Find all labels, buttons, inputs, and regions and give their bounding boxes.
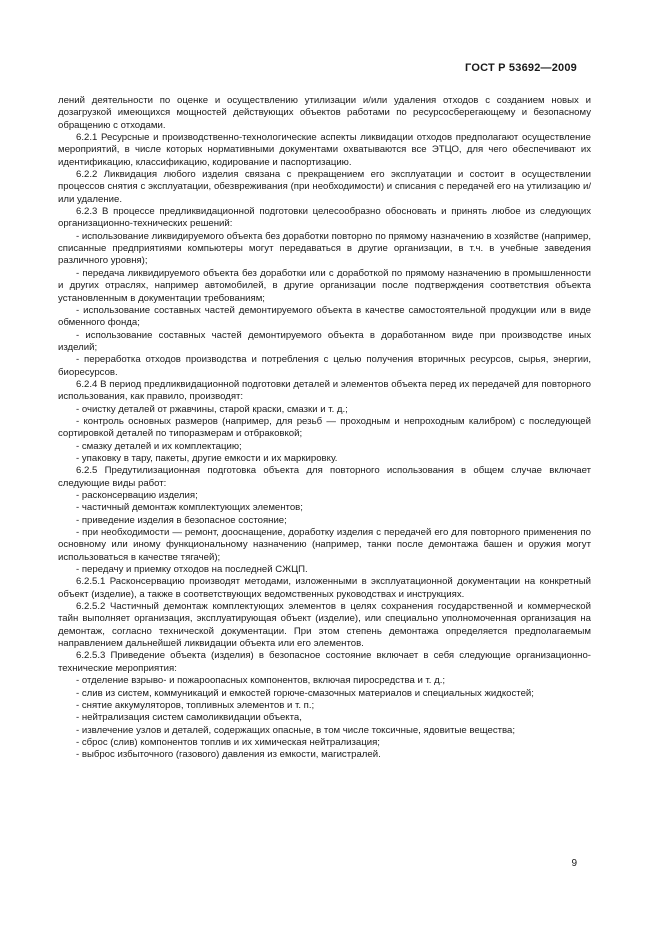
list-item: - приведение изделия в безопасное состояние; — [76, 514, 287, 526]
clause-6-2-5-2: 6.2.5.2 Частичный демонтаж комплектующих элементов в целях сохранения государственной и коммерческой тайн выполняет организация, эксплуатирующая объект (изделие), или специально уполномоченная организация на демонтаж, согласно технической документации. При этом степень демонтажа определяется предполагаемым направлением дальнейшей ликвидации объекта или его элементов. — [58, 601, 591, 650]
clause-6-2-5-1: 6.2.5.1 Расконсервацию производят методами, изложенными в эксплуатационной документации на конкретный объект (изделие), а также в соответствующих ведомственных руководствах и инструкциях. — [58, 576, 591, 600]
list-item: - использование составных частей демонтируемого объекта в качестве самостоятельной продукции или в виде обменного фонда; — [58, 304, 591, 329]
list-item: - извлечение узлов и деталей, содержащих опасные, в том числе токсичные, ядовитые вещества; — [76, 724, 516, 736]
page-number: 9 — [571, 858, 577, 869]
clause-6-2-1: 6.2.1 Ресурсные и производственно-технологические аспекты ликвидации отходов предполагают осуществление мероприятий, в числе которых нормативными документами охватываются все ЭТЦО, для чего обеспечивают их идентификацию, классификацию, кодирование и паспортизацию. — [58, 132, 591, 168]
list-item: - смазку деталей и их комплектацию; — [76, 440, 242, 452]
list-item: - упаковку в тару, пакеты, другие емкости и их маркировку. — [76, 452, 338, 464]
clause-6-2-2: 6.2.2 Ликвидация любого изделия связана с прекращением его эксплуатации и состоит в осуществлении процессов снятия с эксплуатации, обезвреживания (при необходимости) и списания с передачей его на утилизацию и/или удаление. — [58, 169, 591, 205]
list-item: - очистку деталей от ржавчины, старой краски, смазки и т. д.; — [76, 403, 348, 415]
list-item: - сброс (слив) компонентов топлив и их химическая нейтрализация; — [76, 736, 380, 748]
document-body — [58, 95, 591, 762]
list-item: - частичный демонтаж комплектующих элементов; — [76, 502, 303, 514]
list-item: - переработка отходов производства и потребления с целью получения вторичных ресурсов, сырья, энергии, биоресурсов. — [58, 354, 591, 378]
list-item: - отделение взрыво- и пожароопасных компонентов, включая пиросредства и т. д.; — [76, 675, 446, 687]
clause-6-2-3: 6.2.3 В процессе предликвидационной подготовки целесообразно обосновать и принять любое из следующих организационно-технических решений: — [58, 206, 591, 230]
list-item: - передачу и приемку отходов на последней СЖЦП. — [76, 564, 308, 576]
list-item: - выброс избыточного (газового) давления из емкости, магистралей. — [76, 749, 381, 761]
list-item: - использование составных частей демонтируемого объекта в доработанном виде при производстве иных изделий; — [58, 329, 591, 353]
list-item: - использование ликвидируемого объекта без доработки повторно по прямому назначению в хозяйстве (например, списанные предприятиями компьютеры могут передаваться в другие организации, в т.ч. в учебные заведения различного уровня); — [58, 230, 591, 267]
list-item: - при необходимости — ремонт, дооснащение, доработку изделия с передачей его для повторного применения по основному или иному функциональному назначению (например, танки после демонтажа башен и оружия могут использоваться в качестве тягачей); — [58, 527, 591, 563]
paragraph: лений деятельности по оценке и осуществлению утилизации и/или удаления отходов с созданием новых и дозагрузкой имеющихся мощностей действующих объектов работами по ресурсосберегающему и безопасному обращению с отходами. — [58, 95, 591, 131]
clause-6-2-5: 6.2.5 Предутилизационная подготовка объекта для повторного использования в общем случае включает следующие виды работ: — [58, 465, 591, 489]
list-item: - нейтрализация систем самоликвидации объекта, — [76, 712, 302, 724]
document-header: ГОСТ Р 53692—2009 — [465, 62, 577, 74]
list-item: - слив из систем, коммуникаций и емкостей горюче-смазочных материалов и специальных жидкостей; — [76, 687, 534, 699]
list-item: - расконсервацию изделия; — [76, 490, 198, 501]
list-item: - снятие аккумуляторов, топливных элементов и т. п.; — [76, 699, 315, 711]
list-item: - контроль основных размеров (например, для резьб — проходным и непроходным калибром) с последующей сортировкой деталей по типоразмерам и отбраковкой; — [58, 415, 591, 440]
clause-6-2-5-3: 6.2.5.3 Приведение объекта (изделия) в безопасное состояние включает в себя следующие организационно-технические мероприятия: — [58, 650, 591, 674]
clause-6-2-4: 6.2.4 В период предликвидационной подготовки деталей и элементов объекта перед их передачей для повторного использования, как правило, производят: — [58, 378, 591, 403]
list-item: - передача ликвидируемого объекта без доработки или с доработкой по прямому назначению в промышленности и других отраслях, например автомобилей, в другие организации после подтверждения соответствия объекта установленным в документации требованиям; — [58, 267, 591, 304]
